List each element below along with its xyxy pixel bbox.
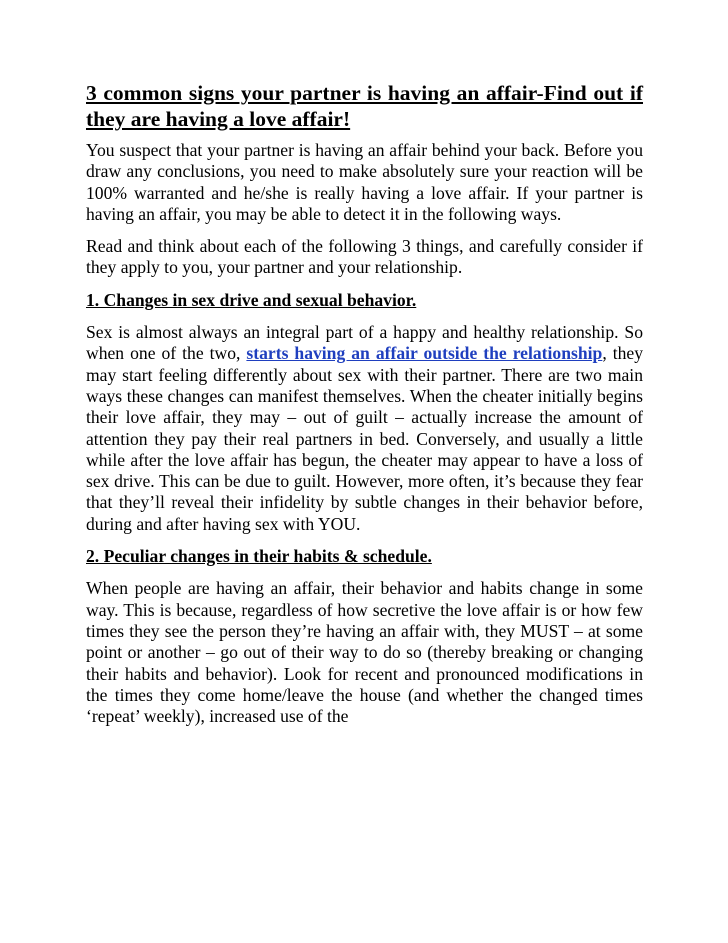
intro-paragraph-1: You suspect that your partner is having an affair behind your back. Before you draw any conclusions, you need to make absolutely sure your reaction will be 100% warranted and he/she is really having a love affair. If your partner is having an affair, you may be able to detect it in the following ways. xyxy=(86,140,643,224)
section-1-text-after-link: , they may start feeling differently about sex with their partner. There are two main ways these changes can manifest themselves. When the cheater initially begins their love affair, they may – out of guilt – actually increase the amount of attention they pay their real partners in bed. Conversely, and usually a little while after the love affair has begun, the cheater may appear to have a loss of sex drive. This can be due to guilt. However, more often, it’s because they fear that they’ll reveal their infidelity by subtle changes in their behavior before, during and after having sex with YOU. xyxy=(86,343,644,534)
document-title: 3 common signs your partner is having an affair-Find out if they are having a love affair! xyxy=(86,81,643,131)
section-2-paragraph: When people are having an affair, their behavior and habits change in some way. This is because, regardless of how secretive the love affair is or how few times they see the person they’re having an affair with, they MUST – at some point or another – go out of their way to do so (thereby breaking or changing their habits and behavior). Look for recent and pronounced modifications in the times they come home/leave the house (and whether the changed times ‘repeat’ weekly), increased use of the xyxy=(86,578,643,727)
section-1-heading: 1. Changes in sex drive and sexual behavior. xyxy=(86,289,417,310)
intro-paragraph-2: Read and think about each of the following 3 things, and carefully consider if they apply to you, your partner and your relationship. xyxy=(86,236,643,278)
section-1-paragraph xyxy=(86,322,643,535)
section-2-heading: 2. Peculiar changes in their habits & schedule. xyxy=(86,546,432,567)
affair-article-link[interactable]: starts having an affair outside the relationship xyxy=(246,343,603,364)
document-page xyxy=(86,80,643,738)
section-1-text-before-link: Sex is almost always an integral part of a happy and healthy relationship. So when one of the two, xyxy=(86,322,643,364)
